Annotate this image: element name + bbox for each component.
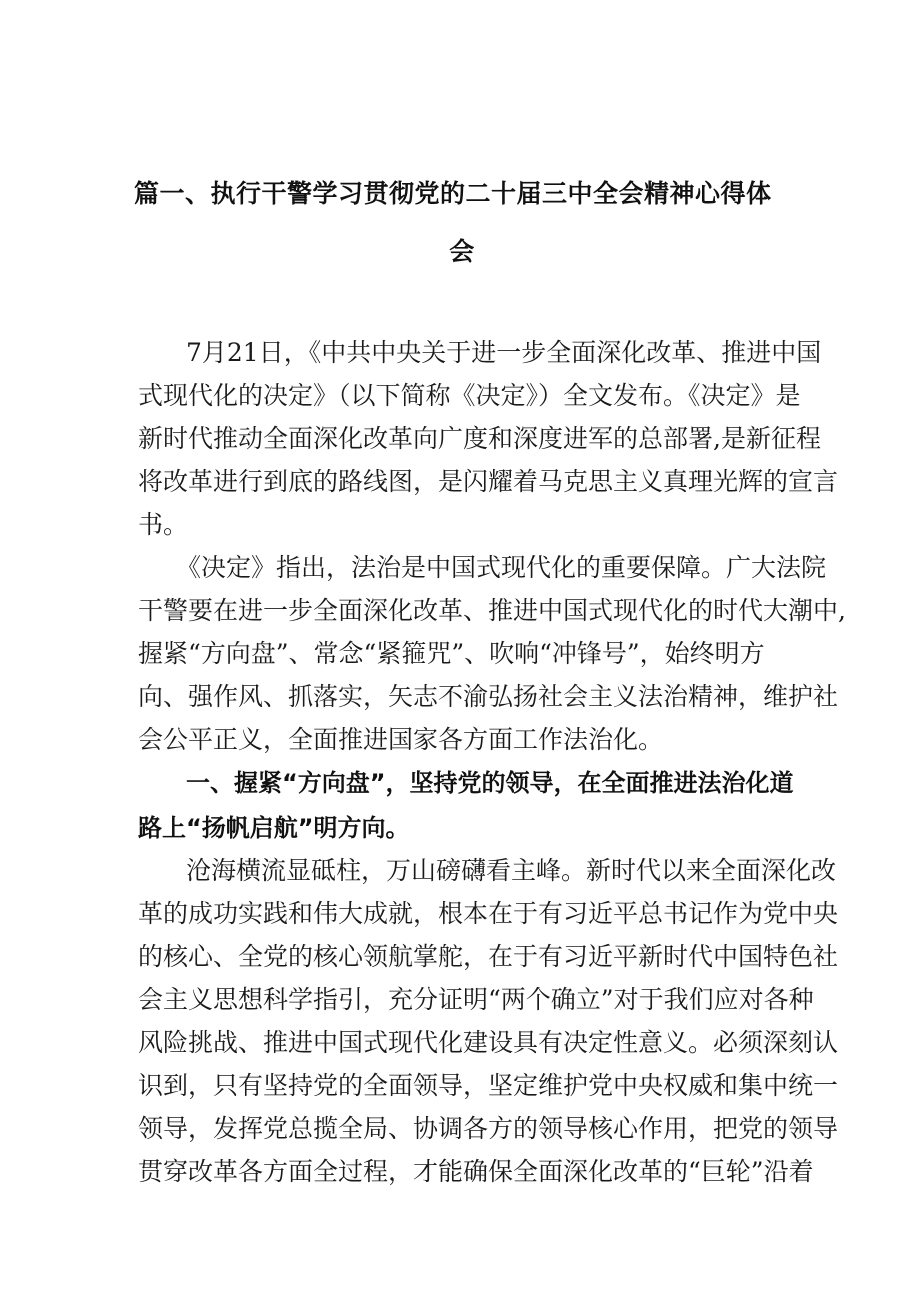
paragraph-2-line-3: 握紧“方向盘”、常念“紧箍咒”、吹响“冲锋号”，始终明方 [138, 639, 765, 668]
paragraph-2-line-5: 会公平正义，全面推进国家各方面工作法治化。 [138, 725, 664, 754]
section-paragraph-line-4: 会主义思想科学指引，充分证明“两个确立”对于我们应对各种 [138, 985, 814, 1014]
section-paragraph-line-7: 领导，发挥党总揽全局、协调各方的领导核心作用，把党的领导 [138, 1114, 839, 1143]
paragraph-1-line-4: 将改革进行到底的路线图，是闪耀着马克思主义真理光辉的宣言 [138, 467, 839, 496]
paragraph-1-line-3: 新时代推动全面深化改革向广度和深度进军的总部署,是新征程 [138, 424, 821, 453]
paragraph-1-line-2: 式现代化的决定》（以下简称《决定》）全文发布。《决定》是 [138, 381, 801, 410]
paragraph-1-line-1: 7月21日，《中共中央关于进一步全面深化改革、推进中国 [186, 338, 822, 367]
section-paragraph-line-8: 贯穿改革各方面全过程，才能确保全面深化改革的“巨轮”沿着 [138, 1157, 814, 1186]
document-title-line-2: 会 [449, 237, 475, 266]
section-heading-line-1: 一、握紧“方向盘”，坚持党的领导，在全面推进法治化道 [186, 769, 794, 797]
section-paragraph-line-3: 的核心、全党的核心领航掌舵，在于有习近平新时代中国特色社 [138, 942, 839, 971]
paragraph-1-line-5: 书。 [138, 510, 189, 539]
section-paragraph-line-2: 革的成功实践和伟大成就，根本在于有习近平总书记作为党中央 [138, 899, 839, 928]
document-title-line-1: 篇一、执行干警学习贯彻党的二十届三中全会精神心得体 [134, 179, 772, 208]
paragraph-2-line-4: 向、强作风、抓落实，矢志不渝弘扬社会主义法治精神，维护社 [138, 682, 839, 711]
section-heading-line-2: 路上“扬帆启航”明方向。 [138, 814, 410, 842]
section-paragraph-line-6: 识到，只有坚持党的全面领导，坚定维护党中央权威和集中统一 [138, 1071, 839, 1100]
paragraph-2-line-2: 干警要在进一步全面深化改革、推进中国式现代化的时代大潮中, [138, 596, 846, 625]
section-paragraph-line-5: 风险挑战、推进中国式现代化建设具有决定性意义。必须深刻认 [138, 1028, 839, 1057]
paragraph-2-line-1: 《决定》指出，法治是中国式现代化的重要保障。广大法院 [176, 553, 827, 582]
section-paragraph-line-1: 沧海横流显砥柱，万山磅礴看主峰。新时代以来全面深化改 [186, 856, 837, 885]
